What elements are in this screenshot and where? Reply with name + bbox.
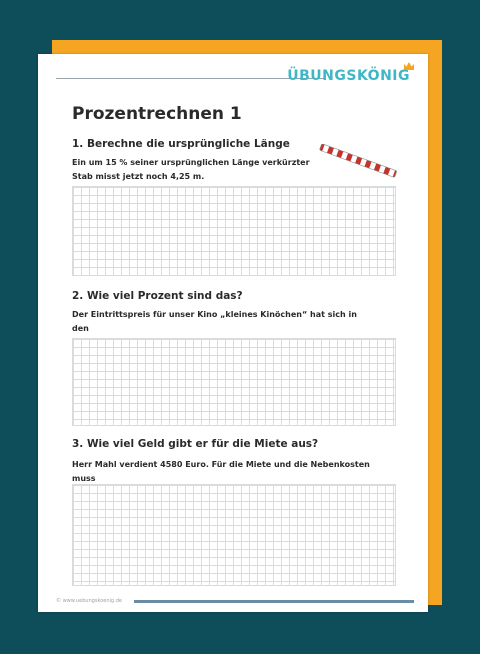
task-3-heading: 3. Wie viel Geld gibt er für die Miete aus? [72,438,319,450]
worksheet-title: Prozentrechnen 1 [72,104,242,124]
task-2-line-1: Der Eintrittspreis für unser Kino „kleines Kinöchen“ hat sich in den [72,310,357,333]
task-3-answer-grid[interactable] [72,484,396,586]
worksheet-page [38,54,428,612]
task-1-heading: 1. Berechne die ursprüngliche Länge [72,138,290,150]
footer-rule [134,600,414,603]
brand-logo: ÜBUNGSKÖNIG [287,68,410,84]
header-rule [56,78,326,79]
task-1-line-2: Stab misst jetzt noch 4,25 m. [72,172,205,181]
task-2-heading: 2. Wie viel Prozent sind das? [72,290,243,302]
footer-copyright: © www.uebungskoenig.de [56,598,122,604]
task-1-answer-grid[interactable] [72,186,396,276]
task-3-line-1: Herr Mahl verdient 4580 Euro. Für die Miete und die Nebenkosten muss [72,460,370,483]
task-1-line-1: Ein um 15 % seiner ursprünglichen Länge verkürzter [72,158,310,167]
task-2-answer-grid[interactable] [72,338,396,426]
task-1-text [72,156,372,184]
